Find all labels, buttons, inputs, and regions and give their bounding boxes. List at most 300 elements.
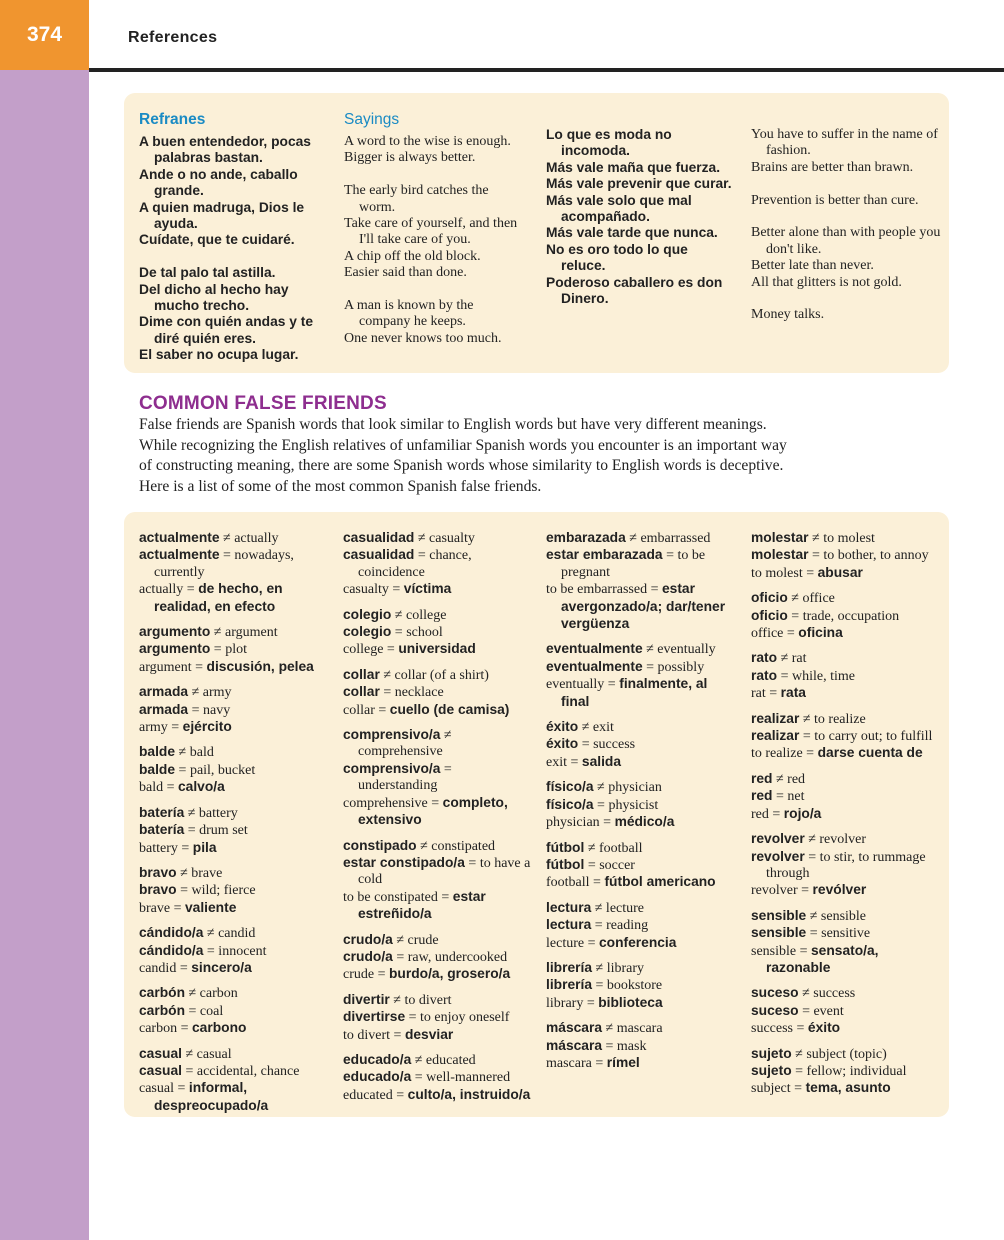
term-bold: oficina bbox=[798, 625, 843, 641]
term-bold: desviar bbox=[404, 1026, 454, 1042]
false-friend-line bbox=[139, 1020, 329, 1037]
section-title: References bbox=[128, 29, 218, 46]
gloss-text: crude = bbox=[343, 967, 389, 983]
saying-es: Más vale solo que mal acompañado. bbox=[546, 192, 692, 225]
gloss-text: carbon = bbox=[139, 1021, 192, 1037]
false-friend-line bbox=[139, 943, 329, 960]
gloss-text: ≠ physician bbox=[593, 780, 662, 796]
false-friend-entry bbox=[751, 590, 943, 642]
saying-en: Easier said than done. bbox=[344, 265, 467, 281]
term-bold: sujeto bbox=[751, 1062, 792, 1078]
saying-es: A buen entendedor, pocas palabras bastan. bbox=[139, 134, 311, 166]
term-bold: rato bbox=[751, 650, 778, 666]
term-bold: sensato/a, razonable bbox=[766, 942, 879, 975]
term-bold: eventualmente bbox=[546, 641, 643, 657]
gloss-text: eventually = bbox=[546, 677, 620, 693]
gloss-text: = plot bbox=[210, 642, 247, 658]
false-friend-line bbox=[546, 754, 736, 771]
false-friend-line bbox=[139, 1003, 329, 1020]
false-friend-line bbox=[343, 932, 533, 949]
gloss-text: to molest = bbox=[751, 565, 818, 581]
false-friend-entry bbox=[139, 985, 329, 1037]
term-bold: carbono bbox=[192, 1020, 247, 1036]
term-bold: máscara bbox=[546, 1037, 603, 1053]
gloss-text: ≠ actually bbox=[219, 531, 279, 546]
gloss-text: = accidental, chance bbox=[181, 1063, 300, 1079]
saying-en: A chip off the old block. bbox=[344, 248, 481, 264]
false-friend-line bbox=[751, 806, 943, 823]
term-bold: colegio bbox=[343, 606, 392, 622]
gloss-text: ≠ revolver bbox=[804, 832, 867, 848]
gloss-text: ≠ argument bbox=[210, 625, 278, 641]
term-bold: conferencia bbox=[598, 934, 677, 950]
saying-es: No es oro todo lo que reluce. bbox=[546, 241, 688, 274]
gloss-text: to divert = bbox=[343, 1027, 405, 1043]
gloss-text: ≠ eventually bbox=[642, 642, 716, 658]
false-friend-entry bbox=[343, 992, 533, 1044]
term-bold: bravo bbox=[139, 882, 177, 898]
term-bold: físico/a bbox=[546, 796, 594, 812]
saying-en: All that glitters is not gold. bbox=[751, 274, 902, 290]
gloss-text: ≠ sensible bbox=[806, 908, 867, 924]
gloss-text: = mask bbox=[602, 1038, 647, 1054]
gloss-text: = chance, coincidence bbox=[358, 548, 472, 580]
term-bold: físico/a bbox=[546, 779, 594, 795]
gloss-text: to be constipated = bbox=[343, 889, 453, 905]
saying-en: Brains are better than brawn. bbox=[751, 159, 914, 175]
false-friend-entry bbox=[139, 744, 329, 796]
term-bold: armada bbox=[139, 701, 189, 717]
term-bold: rata bbox=[780, 685, 806, 701]
false-friend-entry bbox=[343, 932, 533, 984]
term-bold: argumento bbox=[139, 641, 211, 657]
gloss-text: = navy bbox=[188, 702, 231, 718]
false-friend-line bbox=[751, 1080, 943, 1097]
false-friend-entry bbox=[751, 1046, 943, 1098]
term-bold: sensible bbox=[751, 907, 807, 923]
term-bold: estar embarazada bbox=[546, 547, 663, 563]
false-friend-line bbox=[343, 855, 533, 889]
gloss-text: lecture = bbox=[546, 935, 599, 951]
gloss-text: = pail, bucket bbox=[175, 762, 256, 778]
gloss-text: casual = bbox=[139, 1081, 189, 1097]
false-friend-line bbox=[751, 650, 943, 667]
false-friend-line bbox=[546, 641, 736, 658]
term-bold: salida bbox=[581, 753, 622, 769]
false-friend-line bbox=[343, 992, 533, 1009]
gloss-text: = net bbox=[772, 789, 805, 805]
false-friend-line bbox=[139, 865, 329, 882]
false-friend-line bbox=[139, 702, 329, 719]
gloss-text: ≠ candid bbox=[203, 926, 256, 942]
term-bold: ejército bbox=[182, 719, 232, 735]
false-friend-line bbox=[139, 1063, 329, 1080]
gloss-text: ≠ to molest bbox=[808, 531, 875, 546]
saying-en: You have to suffer in the name of fashion. bbox=[751, 127, 938, 159]
false-friend-line bbox=[343, 667, 533, 684]
false-friend-line bbox=[751, 1003, 943, 1020]
gloss-text: educated = bbox=[343, 1087, 408, 1103]
gloss-text: actually = bbox=[139, 582, 199, 598]
false-friend-line bbox=[751, 1063, 943, 1080]
term-bold: red bbox=[751, 788, 773, 804]
false-friend-line bbox=[546, 977, 736, 994]
false-friend-line bbox=[343, 624, 533, 641]
term-bold: casual bbox=[139, 1045, 182, 1061]
term-bold: de hecho, en realidad, en efecto bbox=[154, 581, 283, 614]
false-friend-line bbox=[139, 882, 329, 899]
gloss-text: ≠ red bbox=[772, 771, 806, 787]
term-bold: éxito bbox=[546, 736, 579, 752]
false-friend-entry bbox=[546, 900, 736, 952]
gloss-text: = school bbox=[391, 625, 443, 641]
false-friend-line bbox=[343, 1009, 533, 1026]
page-number: 374 bbox=[0, 0, 89, 70]
gloss-text: = to be pregnant bbox=[561, 548, 706, 580]
gloss-text: revolver = bbox=[751, 883, 813, 899]
saying-en: Take care of yourself, and then I'll take care of you. bbox=[344, 216, 518, 248]
false-friends-intro: False friends are Spanish words that look similar to English words but have very different meanings. While recognizing the English relatives of unfamiliar Spanish words you encounter is an important way of constructing meaning, there are some Spanish words whose similarity to English words is deceptive. Here is a list of some of the most common Spanish false friends. bbox=[139, 416, 787, 495]
saying-en: Prevention is better than cure. bbox=[751, 192, 919, 208]
false-friend-line bbox=[139, 719, 329, 736]
gloss-text: battery = bbox=[139, 840, 193, 856]
page-sidebar bbox=[0, 70, 89, 1240]
false-friend-entry bbox=[546, 840, 736, 892]
gloss-text: ≠ success bbox=[798, 986, 856, 1002]
false-friend-line bbox=[546, 960, 736, 977]
false-friend-line bbox=[139, 744, 329, 761]
term-bold: divertirse bbox=[343, 1009, 406, 1025]
false-friend-line bbox=[343, 1027, 533, 1044]
gloss-text: = to stir, to rummage through bbox=[766, 849, 926, 881]
saying-es: El saber no ocupa lugar. bbox=[139, 347, 299, 363]
term-bold: fútbol bbox=[546, 856, 585, 872]
saying-es: Dime con quién andas y te diré quién eres. bbox=[139, 314, 314, 346]
term-bold: darse cuenta de bbox=[817, 745, 923, 761]
false-friend-line bbox=[751, 1020, 943, 1037]
term-bold: actualmente bbox=[139, 530, 220, 545]
saying-en: One never knows too much. bbox=[344, 330, 502, 346]
gloss-text: = bookstore bbox=[592, 978, 663, 994]
false-friends-column-1 bbox=[139, 530, 329, 1123]
gloss-text: ≠ carbon bbox=[185, 986, 238, 1002]
false-friend-line bbox=[546, 814, 736, 831]
term-bold: constipado bbox=[343, 837, 417, 853]
gloss-text: exit = bbox=[546, 754, 582, 770]
term-bold: casual bbox=[139, 1062, 182, 1078]
term-bold: rímel bbox=[606, 1054, 640, 1070]
gloss-text: = fellow; individual bbox=[791, 1063, 907, 1079]
term-bold: revolver bbox=[751, 848, 805, 864]
gloss-text: ≠ collar (of a shirt) bbox=[379, 667, 489, 683]
false-friend-line bbox=[343, 607, 533, 624]
false-friend-line bbox=[343, 1052, 533, 1069]
gloss-text: to be embarrassed = bbox=[546, 582, 662, 598]
term-bold: estar avergonzado/a; dar/tener vergüenza bbox=[561, 581, 726, 632]
term-bold: suceso bbox=[751, 1002, 799, 1018]
false-friend-line bbox=[343, 761, 533, 795]
saying-es: Lo que es moda no incomoda. bbox=[546, 127, 672, 159]
false-friend-entry bbox=[751, 908, 943, 978]
term-bold: calvo/a bbox=[178, 779, 225, 795]
false-friend-entry bbox=[139, 530, 329, 616]
term-bold: pila bbox=[192, 839, 217, 855]
false-friend-line bbox=[751, 625, 943, 642]
false-friend-entry bbox=[751, 771, 943, 823]
false-friend-line bbox=[343, 838, 533, 855]
term-bold: divertir bbox=[343, 991, 390, 1007]
gloss-text: ≠ constipated bbox=[416, 838, 496, 854]
gloss-text: = coal bbox=[185, 1003, 224, 1019]
false-friend-line bbox=[751, 788, 943, 805]
false-friend-entry bbox=[343, 667, 533, 719]
term-bold: educado/a bbox=[343, 1051, 412, 1067]
false-friend-line bbox=[343, 581, 533, 598]
gloss-text: = reading bbox=[591, 918, 649, 934]
gloss-text: = wild; fierce bbox=[176, 883, 256, 899]
gloss-text: office = bbox=[751, 626, 799, 642]
term-bold: oficio bbox=[751, 590, 788, 606]
term-bold: cándido/a bbox=[139, 925, 204, 941]
false-friend-line bbox=[343, 702, 533, 719]
false-friend-line bbox=[546, 935, 736, 952]
term-bold: finalmente, al final bbox=[561, 676, 708, 709]
gloss-text: physician = bbox=[546, 815, 615, 831]
false-friend-line bbox=[139, 779, 329, 796]
sayings-heading: Sayings bbox=[344, 111, 400, 128]
gloss-text: bald = bbox=[139, 780, 178, 796]
false-friend-line bbox=[343, 949, 533, 966]
false-friend-line bbox=[343, 547, 533, 581]
saying-en: The early bird catches the worm. bbox=[344, 183, 489, 215]
gloss-text: ≠ rat bbox=[777, 651, 807, 667]
false-friend-line bbox=[751, 565, 943, 582]
term-bold: rojo/a bbox=[783, 805, 822, 821]
false-friend-line bbox=[751, 728, 943, 745]
false-friend-line bbox=[546, 659, 736, 676]
term-bold: molestar bbox=[751, 530, 809, 545]
false-friend-line bbox=[751, 590, 943, 607]
gloss-text: = to bother, to annoy bbox=[808, 548, 929, 564]
gloss-text: mascara = bbox=[546, 1055, 607, 1071]
term-bold: educado/a bbox=[343, 1069, 412, 1085]
false-friend-line bbox=[546, 530, 736, 547]
term-bold: sensible bbox=[751, 925, 807, 941]
false-friend-line bbox=[546, 1038, 736, 1055]
false-friend-line bbox=[139, 925, 329, 942]
term-bold: burdo/a, grosero/a bbox=[389, 966, 511, 982]
gloss-text: brave = bbox=[139, 900, 185, 916]
refranes-col-es-1 bbox=[139, 111, 329, 364]
false-friend-entry bbox=[546, 779, 736, 831]
false-friend-line bbox=[546, 840, 736, 857]
saying-en: Bigger is always better. bbox=[344, 150, 476, 166]
term-bold: sujeto bbox=[751, 1045, 792, 1061]
gloss-text: ≠ brave bbox=[176, 865, 223, 881]
false-friend-entry bbox=[139, 1046, 329, 1116]
false-friend-line bbox=[546, 857, 736, 874]
false-friend-line bbox=[751, 908, 943, 925]
saying-es: Del dicho al hecho hay mucho trecho. bbox=[139, 281, 289, 314]
false-friend-entry bbox=[546, 1020, 736, 1072]
term-bold: realizar bbox=[751, 728, 800, 744]
false-friend-line bbox=[343, 1087, 533, 1104]
refranes-col-es-2 bbox=[546, 127, 736, 307]
false-friend-line bbox=[343, 641, 533, 658]
term-bold: crudo/a bbox=[343, 931, 393, 947]
gloss-text: success = bbox=[751, 1021, 808, 1037]
false-friend-entry bbox=[751, 985, 943, 1037]
gloss-text: = possibly bbox=[642, 659, 705, 675]
gloss-text: comprehensive = bbox=[343, 795, 443, 811]
false-friend-line bbox=[751, 849, 943, 883]
gloss-text: ≠ college bbox=[391, 607, 447, 623]
saying-en: Better alone than with people you don't like. bbox=[751, 225, 941, 257]
gloss-text: = sensitive bbox=[806, 926, 871, 942]
false-friend-line bbox=[751, 771, 943, 788]
false-friend-entry bbox=[546, 719, 736, 771]
gloss-text: = understanding bbox=[358, 761, 452, 794]
false-friend-line bbox=[751, 925, 943, 942]
gloss-text: ≠ casualty bbox=[414, 531, 475, 546]
term-bold: balde bbox=[139, 761, 176, 777]
false-friend-entry bbox=[751, 530, 943, 582]
term-bold: librería bbox=[546, 977, 593, 993]
false-friend-line bbox=[546, 581, 736, 633]
gloss-text: ≠ football bbox=[584, 840, 643, 856]
gloss-text: ≠ to realize bbox=[799, 711, 866, 727]
gloss-text: ≠ exit bbox=[578, 720, 614, 736]
false-friend-entry bbox=[343, 727, 533, 829]
false-friend-line bbox=[139, 624, 329, 641]
term-bold: eventualmente bbox=[546, 658, 643, 674]
gloss-text: army = bbox=[139, 720, 183, 736]
gloss-text: ≠ bald bbox=[175, 745, 214, 761]
term-bold: universidad bbox=[398, 641, 476, 657]
false-friend-line bbox=[139, 1080, 329, 1115]
gloss-text: ≠ to divert bbox=[389, 992, 452, 1008]
false-friend-line bbox=[546, 676, 736, 711]
saying-es: Más vale prevenir que curar. bbox=[546, 176, 732, 192]
term-bold: biblioteca bbox=[598, 994, 663, 1010]
gloss-text: ≠ casual bbox=[181, 1046, 232, 1062]
false-friends-column-4 bbox=[751, 530, 943, 1106]
false-friend-entry bbox=[546, 530, 736, 633]
false-friend-entry bbox=[343, 838, 533, 924]
saying-es: Más vale maña que fuerza. bbox=[546, 159, 721, 175]
gloss-text: = well-mannered bbox=[411, 1070, 511, 1086]
false-friend-line bbox=[751, 1046, 943, 1063]
false-friend-line bbox=[546, 736, 736, 753]
gloss-text: ≠ battery bbox=[184, 805, 238, 821]
term-bold: casualidad bbox=[343, 547, 415, 563]
gloss-text: = event bbox=[798, 1003, 844, 1019]
false-friend-line bbox=[139, 1046, 329, 1063]
gloss-text: = trade, occupation bbox=[787, 608, 900, 624]
false-friend-line bbox=[139, 581, 329, 616]
term-bold: argumento bbox=[139, 624, 211, 640]
gloss-text: = physicist bbox=[593, 797, 659, 813]
term-bold: carbón bbox=[139, 985, 185, 1001]
false-friends-title: COMMON FALSE FRIENDS bbox=[139, 393, 387, 414]
false-friend-line bbox=[546, 917, 736, 934]
refranes-heading: Refranes bbox=[139, 111, 206, 128]
false-friend-line bbox=[139, 805, 329, 822]
refranes-col-en-1 bbox=[344, 111, 524, 347]
gloss-text: football = bbox=[546, 875, 605, 891]
saying-en: A word to the wise is enough. bbox=[344, 134, 511, 149]
refranes-col-en-2 bbox=[751, 127, 941, 324]
term-bold: batería bbox=[139, 822, 185, 838]
false-friends-column-2 bbox=[343, 530, 533, 1112]
false-friend-line bbox=[139, 840, 329, 857]
false-friend-line bbox=[139, 960, 329, 977]
false-friend-line bbox=[343, 889, 533, 924]
gloss-text: = raw, undercooked bbox=[392, 949, 508, 965]
gloss-text: rat = bbox=[751, 686, 781, 702]
false-friend-entry bbox=[343, 530, 533, 599]
false-friend-line bbox=[751, 685, 943, 702]
term-bold: embarazada bbox=[546, 530, 626, 545]
term-bold: culto/a, instruido/a bbox=[407, 1086, 531, 1102]
header-divider bbox=[89, 68, 1004, 72]
term-bold: sincero/a bbox=[191, 959, 252, 975]
false-friend-line bbox=[139, 659, 329, 676]
saying-es: Cuídate, que te cuidaré. bbox=[139, 232, 295, 248]
false-friend-line bbox=[751, 668, 943, 685]
gloss-text: casualty = bbox=[343, 582, 404, 598]
false-friend-line bbox=[343, 795, 533, 830]
false-friend-line bbox=[546, 719, 736, 736]
gloss-text: library = bbox=[546, 995, 599, 1011]
false-friend-line bbox=[751, 943, 943, 978]
term-bold: actualmente bbox=[139, 547, 220, 563]
false-friend-line bbox=[546, 547, 736, 581]
gloss-text: red = bbox=[751, 806, 784, 822]
term-bold: revólver bbox=[812, 882, 867, 898]
term-bold: librería bbox=[546, 959, 593, 975]
term-bold: suceso bbox=[751, 985, 799, 1001]
gloss-text: = to enjoy oneself bbox=[405, 1010, 510, 1026]
false-friend-entry bbox=[139, 865, 329, 917]
term-bold: rato bbox=[751, 667, 778, 683]
term-bold: carbón bbox=[139, 1002, 185, 1018]
term-bold: informal, despreocupado/a bbox=[154, 1080, 269, 1113]
term-bold: comprensivo/a bbox=[343, 727, 441, 743]
term-bold: éxito bbox=[546, 719, 579, 735]
gloss-text: college = bbox=[343, 642, 399, 658]
term-bold: estar constipado/a bbox=[343, 854, 465, 870]
false-friend-line bbox=[751, 547, 943, 564]
false-friend-entry bbox=[751, 831, 943, 900]
false-friend-line bbox=[343, 966, 533, 983]
false-friend-entry bbox=[751, 650, 943, 702]
term-bold: máscara bbox=[546, 1020, 603, 1036]
gloss-text: to realize = bbox=[751, 746, 818, 762]
false-friend-line bbox=[751, 985, 943, 1002]
false-friend-line bbox=[139, 530, 329, 547]
false-friend-line bbox=[139, 641, 329, 658]
false-friend-line bbox=[751, 831, 943, 848]
term-bold: collar bbox=[343, 666, 380, 682]
false-friend-line bbox=[546, 1020, 736, 1037]
term-bold: armada bbox=[139, 684, 189, 700]
term-bold: colegio bbox=[343, 624, 392, 640]
gloss-text: ≠ educated bbox=[411, 1052, 476, 1068]
false-friend-line bbox=[343, 1069, 533, 1086]
gloss-text: = drum set bbox=[184, 823, 248, 839]
saying-en: A man is known by the company he keeps. bbox=[344, 298, 474, 330]
